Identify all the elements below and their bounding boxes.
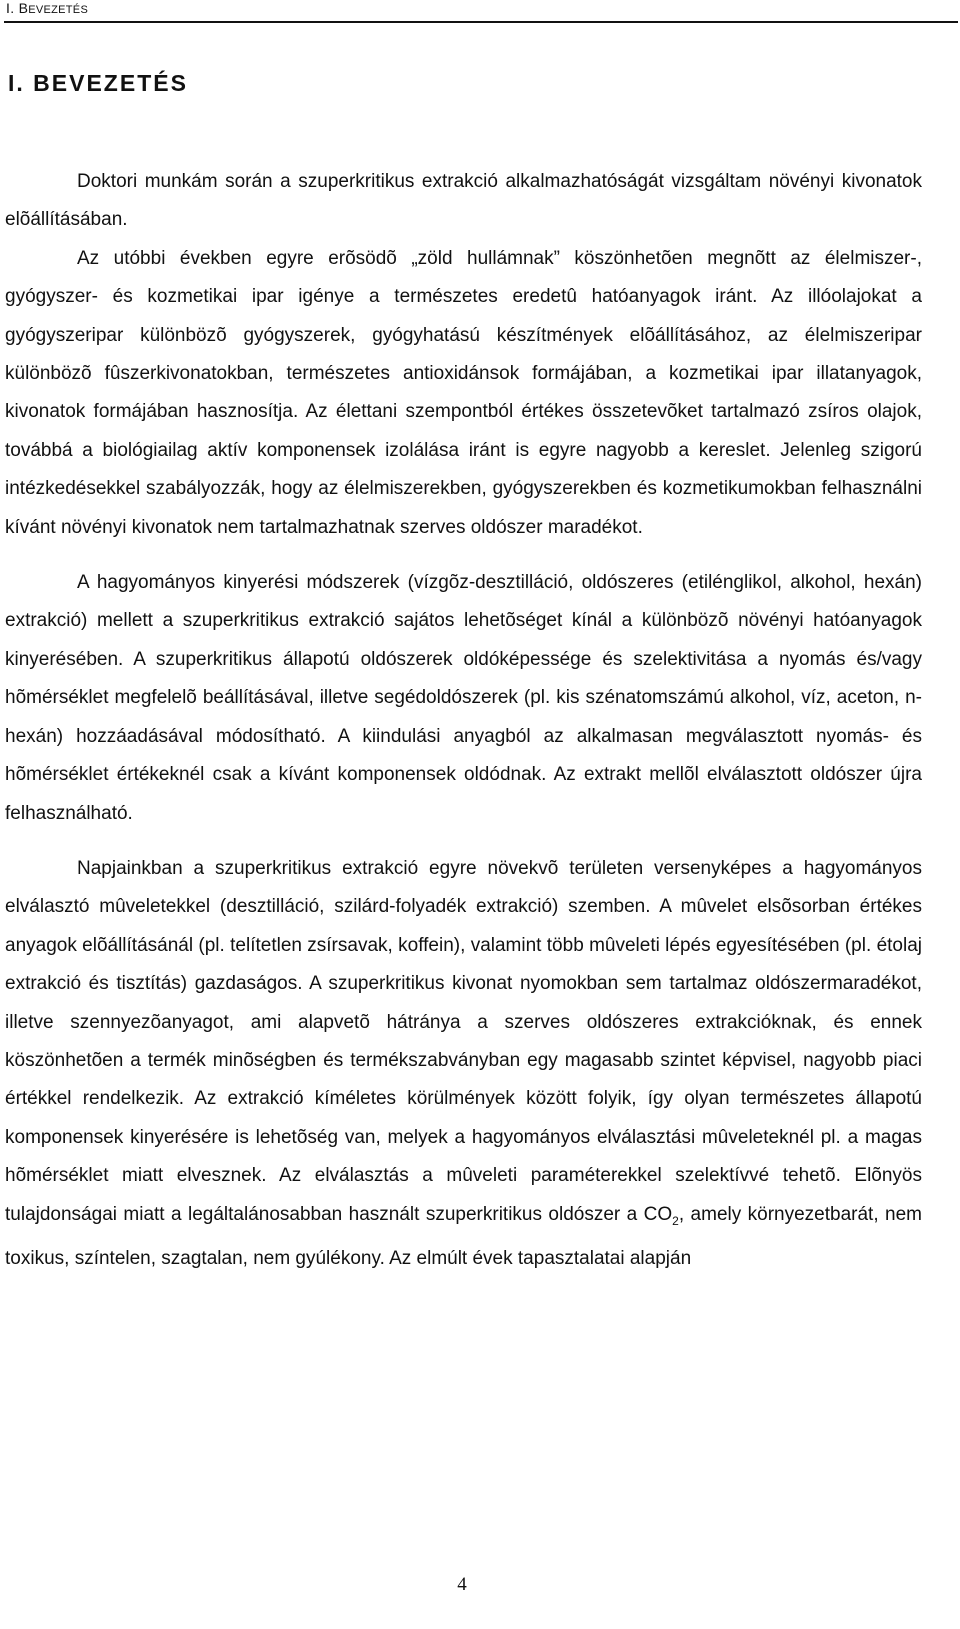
- running-header: [6, 0, 88, 16]
- running-header-smallcaps: EVEZETÉS: [28, 4, 89, 16]
- paragraph-green-wave: Az utóbbi években egyre erõsödõ „zöld hullámnak” köszönhetõen megnõtt az élelmiszer-, gyógyszer- és kozmetikai ipar igénye a természetes eredetû hatóanyagok iránt. Az illóolajokat a gyógyszeripar különbözõ gyógyszerek, gyógyhatású készítmények elõállításához, az élelmiszeripar különbözõ fûszerkivonatokban, természetes antioxidánsok formájában, a kozmetikai ipar illatanyagok, kivonatok formájában hasznosítja. Az élettani szempontból értékes összetevõket tartalmazó zsíros olajok, továbbá a biológiailag aktív komponensek izolálása iránt is egyre nagyobb a kereslet. Jelenleg szigorú intézkedésekkel szabályozzák, hogy az élelmiszerekben, gyógyszerekben és kozmetikumokban felhasználni kívánt növényi kivonatok nem tartalmazhatnak szerves oldószer maradékot.: [5, 247, 922, 538]
- paragraph-text-before-co2: Napjainkban a szuperkritikus extrakció egyre növekvõ területen versenyképes a hagyományos elválasztó mûveletekkel (desztilláció, szilárd-folyadék extrakció) szemben. A mûvelet elsõsorban értékes anyagok elõállításánál (pl. telítetlen zsírsavak, koffein), valamint több mûveleti lépés egyesítésében (pl. étolaj extrakció és tisztítás) gazdaságos. A szuperkritikus kivonat nyomokban sem tartalmaz oldószermaradékot, illetve szennyezõanyagot, ami alapvetõ hátránya a szerves oldószeres extrakcióknak, és ennek köszönhetõen a termék minõségben és termékszabványban egy magasabb szintet képvisel, nagyobb piaci értékkel rendelkezik. Az extrakció kíméletes körülmények között folyik, így olyan természetes állapotú komponensek kinyerésére is lehetõség van, melyek a hagyományos elválasztási mûveleteknél pl. a magas hõmérséklet miatt elvesznek. Az elválasztás a mûveleti paraméterekkel szelektívvé tehetõ. Elõnyös tulajdonságai miatt a legáltalánosabban használt szuperkritikus oldószer a CO: [5, 857, 922, 1225]
- chapter-title: I. BEVEZETÉS: [8, 70, 188, 96]
- paragraph-supercritical-advantages: [5, 850, 922, 1278]
- paragraph-text-after-co2: , amely környezetbarát, nem toxikus, színtelen, szagtalan, nem gyúlékony. Az elmúlt évek tapasztalatai alapján: [5, 1203, 922, 1269]
- co2-subscript: 2: [672, 1213, 679, 1228]
- body-text: [5, 163, 922, 1278]
- running-header-initial: I. B: [6, 0, 29, 16]
- paragraph-intro: Doktori munkám során a szuperkritikus extrakció alkalmazhatóságát vizsgáltam növényi kivonatok elõállításában.: [5, 171, 922, 231]
- paragraph-extraction-methods: A hagyományos kinyerési módszerek (vízgõz-desztilláció, oldószeres (etilénglikol, alkohol, hexán) extrakció) mellett a szuperkritikus extrakció sajátos lehetõséget kínál a különbözõ növényi hatóanyagok kinyerésében. A szuperkritikus állapotú oldószerek oldóképessége és szelektivitása a nyomás és/vagy hõmérséklet megfelelõ beállításával, illetve segédoldószerek (pl. kis szénatomszámú alkohol, víz, aceton, n-hexán) hozzáadásával módosítható. A kiindulási anyagból az alkalmasan megválasztott nyomás- és hõmérséklet értékeknél csak a kívánt komponensek oldódnak. Az extrakt mellõl elválasztott oldószer újra felhasználható.: [5, 572, 922, 824]
- page-number: 4: [457, 1574, 467, 1595]
- header-rule: [4, 21, 958, 23]
